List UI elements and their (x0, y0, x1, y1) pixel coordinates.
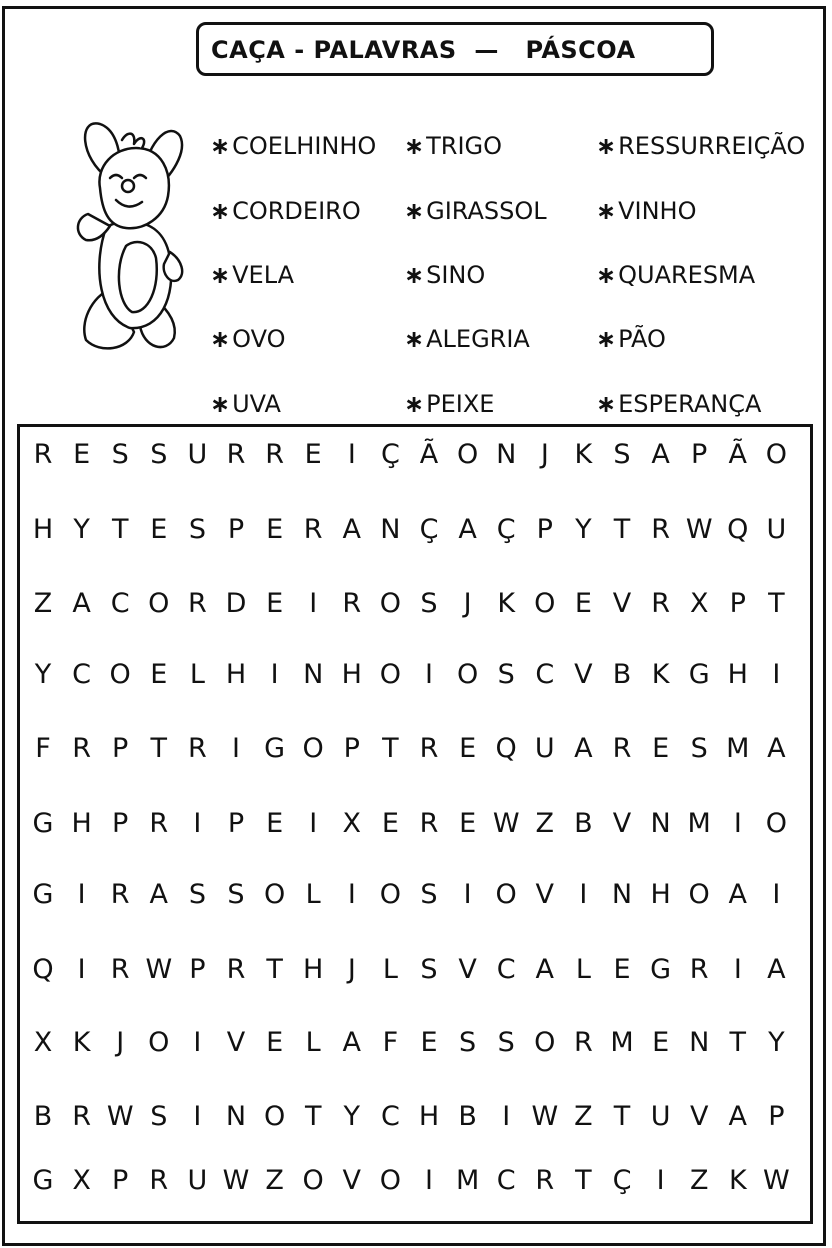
grid-row (20, 1097, 810, 1137)
word-label: TRIGO (426, 132, 503, 160)
grid-letter[interactable]: S (690, 733, 708, 764)
grid-row (20, 510, 810, 550)
grid-letter[interactable]: I (347, 879, 356, 910)
grid-letter[interactable]: U (187, 439, 208, 470)
grid-letter[interactable]: E (73, 439, 91, 470)
grid-letter[interactable]: W (222, 1165, 250, 1196)
word-label: VINHO (618, 197, 697, 225)
grid-letter[interactable]: P (112, 1165, 129, 1196)
grid-letter[interactable]: S (188, 879, 206, 910)
word-label: PÃO (618, 325, 666, 353)
grid-letter[interactable]: P (227, 514, 245, 545)
word-label: COELHINHO (232, 132, 377, 160)
grid-letter[interactable]: R (226, 439, 246, 470)
grid-letter[interactable]: O (263, 879, 286, 910)
grid-letter[interactable]: R (149, 1165, 169, 1196)
grid-letter[interactable]: A (535, 954, 555, 985)
grid-letter[interactable]: E (266, 588, 284, 619)
word-list-item (404, 325, 530, 353)
word-list-item (404, 132, 502, 160)
grid-letter[interactable]: W (531, 1101, 559, 1132)
grid-letter[interactable]: H (727, 659, 748, 690)
grid-letter[interactable]: G (32, 879, 54, 910)
grid-letter[interactable]: E (381, 808, 399, 839)
grid-letter[interactable]: R (612, 733, 632, 764)
grid-letter[interactable]: Q (32, 954, 54, 985)
grid-letter[interactable]: T (768, 588, 785, 619)
grid-letter[interactable]: O (379, 879, 402, 910)
grid-letter[interactable]: L (305, 879, 321, 910)
grid-letter[interactable]: Z (33, 588, 53, 619)
grid-letter[interactable]: L (575, 954, 591, 985)
grid-letter[interactable]: O (765, 439, 788, 470)
grid-letter[interactable]: O (688, 879, 710, 910)
word-label: ALEGRIA (426, 325, 530, 353)
grid-letter[interactable]: R (574, 1027, 593, 1058)
grid-letter[interactable]: E (266, 808, 284, 839)
grid-letter[interactable]: T (111, 514, 129, 545)
grid-letter[interactable]: Ç (419, 514, 439, 545)
grid-letter[interactable]: L (305, 1027, 321, 1058)
grid-letter[interactable]: G (264, 733, 286, 764)
asterisk-bullet-icon: ∗ (404, 261, 425, 289)
grid-letter[interactable]: E (266, 1027, 284, 1058)
grid-letter[interactable]: A (458, 514, 477, 545)
grid-letter[interactable]: O (302, 733, 324, 764)
grid-letter[interactable]: E (652, 733, 670, 764)
grid-letter[interactable]: N (689, 1027, 710, 1058)
word-list-item (596, 325, 666, 353)
grid-letter[interactable]: S (420, 954, 438, 985)
grid-letter[interactable]: L (189, 659, 205, 690)
grid-letter[interactable]: S (227, 879, 245, 910)
grid-letter[interactable]: E (574, 588, 592, 619)
grid-letter[interactable]: Ç (612, 1165, 632, 1196)
grid-letter[interactable]: R (303, 514, 323, 545)
grid-letter[interactable]: Y (343, 1101, 361, 1132)
grid-letter[interactable]: D (225, 588, 247, 619)
grid-letter[interactable]: T (266, 954, 283, 985)
grid-letter[interactable]: O (379, 1165, 402, 1196)
grid-letter[interactable]: O (109, 659, 131, 690)
grid-row (20, 950, 810, 990)
grid-letter[interactable]: S (111, 439, 129, 470)
grid-letter[interactable]: G (32, 808, 54, 839)
asterisk-bullet-icon: ∗ (596, 132, 617, 160)
grid-letter[interactable]: Z (265, 1165, 284, 1196)
grid-letter[interactable]: K (497, 588, 516, 619)
grid-letter[interactable]: J (540, 439, 549, 470)
word-list-item (210, 261, 294, 289)
asterisk-bullet-icon: ∗ (210, 132, 231, 160)
grid-letter[interactable]: V (574, 659, 593, 690)
grid-letter[interactable]: S (497, 659, 515, 690)
grid-letter[interactable]: G (650, 954, 672, 985)
grid-letter[interactable]: R (651, 588, 670, 619)
grid-letter[interactable]: Ã (419, 439, 439, 470)
grid-letter[interactable]: V (612, 808, 632, 839)
grid-letter[interactable]: K (728, 1165, 747, 1196)
grid-letter[interactable]: O (534, 1027, 556, 1058)
asterisk-bullet-icon: ∗ (404, 390, 425, 418)
grid-letter[interactable]: I (579, 879, 588, 910)
word-list-item (210, 390, 281, 418)
grid-letter[interactable]: I (347, 439, 356, 470)
grid-letter[interactable]: Z (689, 1165, 709, 1196)
grid-letter[interactable]: E (304, 439, 322, 470)
word-label: SINO (426, 261, 486, 289)
grid-letter[interactable]: Y (34, 659, 52, 690)
word-list-item (596, 197, 697, 225)
grid-letter[interactable]: S (420, 879, 438, 910)
grid-letter[interactable]: I (193, 808, 202, 839)
grid-letter[interactable]: I (772, 879, 781, 910)
grid-letter[interactable]: C (110, 588, 130, 619)
grid-letter[interactable]: F (35, 733, 51, 764)
grid-letter[interactable]: N (611, 879, 633, 910)
grid-letter[interactable]: U (187, 1165, 208, 1196)
grid-row (20, 729, 810, 769)
grid-letter[interactable]: I (193, 1027, 202, 1058)
grid-letter[interactable]: P (112, 733, 129, 764)
asterisk-bullet-icon: ∗ (210, 390, 231, 418)
grid-letter[interactable]: E (150, 514, 168, 545)
grid-letter[interactable]: L (382, 954, 398, 985)
letter-grid (17, 424, 813, 1224)
word-list-item (210, 197, 361, 225)
grid-letter[interactable]: C (535, 659, 555, 690)
grid-letter[interactable]: S (150, 439, 168, 470)
grid-letter[interactable]: R (72, 733, 91, 764)
grid-letter[interactable]: T (613, 1101, 631, 1132)
grid-letter[interactable]: U (650, 1101, 671, 1132)
grid-letter[interactable]: S (497, 1027, 515, 1058)
word-list-item (404, 261, 485, 289)
grid-letter[interactable]: Y (575, 514, 592, 545)
grid-letter[interactable]: A (767, 954, 786, 985)
grid-letter[interactable]: P (189, 954, 206, 985)
grid-letter[interactable]: P (729, 588, 746, 619)
asterisk-bullet-icon: ∗ (404, 325, 425, 353)
grid-letter[interactable]: X (342, 808, 362, 839)
grid-letter[interactable]: V (458, 954, 477, 985)
grid-letter[interactable]: W (106, 1101, 134, 1132)
grid-letter[interactable]: O (765, 808, 788, 839)
grid-letter[interactable]: B (574, 808, 593, 839)
grid-letter[interactable]: M (610, 1027, 634, 1058)
grid-letter[interactable]: Ã (728, 439, 748, 470)
grid-letter[interactable]: T (304, 1101, 322, 1132)
grid-letter[interactable]: R (110, 879, 130, 910)
grid-letter[interactable]: I (309, 588, 318, 619)
grid-row (20, 804, 810, 844)
grid-letter[interactable]: T (613, 514, 631, 545)
grid-letter[interactable]: I (77, 879, 86, 910)
grid-letter[interactable]: T (150, 733, 168, 764)
grid-letter[interactable]: Y (73, 514, 90, 545)
grid-letter[interactable]: J (347, 954, 356, 985)
grid-letter[interactable]: K (651, 659, 670, 690)
grid-letter[interactable]: Z (574, 1101, 593, 1132)
grid-letter[interactable]: V (342, 1165, 362, 1196)
grid-letter[interactable]: R (72, 1101, 91, 1132)
grid-letter[interactable]: O (456, 439, 479, 470)
grid-letter[interactable]: A (72, 588, 91, 619)
grid-letter[interactable]: X (72, 1165, 91, 1196)
grid-letter[interactable]: H (71, 808, 92, 839)
grid-letter[interactable]: T (729, 1027, 747, 1058)
word-label: VELA (232, 261, 295, 289)
grid-letter[interactable]: W (492, 808, 520, 839)
grid-letter[interactable]: O (148, 1027, 170, 1058)
grid-letter[interactable]: E (459, 733, 477, 764)
grid-letter[interactable]: U (534, 733, 555, 764)
grid-letter[interactable]: O (534, 588, 556, 619)
grid-row (20, 875, 810, 915)
grid-letter[interactable]: I (309, 808, 318, 839)
grid-letter[interactable]: E (266, 514, 284, 545)
grid-letter[interactable]: S (420, 588, 438, 619)
grid-letter[interactable]: V (226, 1027, 246, 1058)
grid-letter[interactable]: K (574, 439, 593, 470)
grid-letter[interactable]: N (650, 808, 671, 839)
grid-letter[interactable]: I (77, 954, 86, 985)
grid-letter[interactable]: I (270, 659, 279, 690)
word-label: ESPERANÇA (618, 390, 762, 418)
grid-letter[interactable]: O (302, 1165, 324, 1196)
grid-letter[interactable]: H (418, 1101, 440, 1132)
grid-letter[interactable]: W (763, 1165, 790, 1196)
grid-letter[interactable]: N (380, 514, 401, 545)
grid-letter[interactable]: B (612, 659, 632, 690)
grid-letter[interactable]: S (613, 439, 631, 470)
word-label: QUARESMA (618, 261, 756, 289)
asterisk-bullet-icon: ∗ (596, 197, 617, 225)
grid-letter[interactable]: A (342, 514, 362, 545)
grid-row (20, 435, 810, 475)
grid-letter[interactable]: R (689, 954, 709, 985)
asterisk-bullet-icon: ∗ (596, 390, 617, 418)
grid-letter[interactable]: P (343, 733, 360, 764)
grid-letter[interactable]: R (342, 588, 362, 619)
grid-letter[interactable]: N (225, 1101, 247, 1132)
grid-letter[interactable]: R (110, 954, 130, 985)
grid-letter[interactable]: A (574, 733, 593, 764)
grid-letter[interactable]: P (112, 808, 129, 839)
asterisk-bullet-icon: ∗ (210, 261, 231, 289)
grid-letter[interactable]: C (380, 1101, 400, 1132)
grid-letter[interactable]: C (496, 1165, 516, 1196)
grid-letter[interactable]: I (425, 1165, 433, 1196)
grid-letter[interactable]: B (33, 1101, 53, 1132)
grid-letter[interactable]: R (535, 1165, 555, 1196)
word-label: RESSURREIÇÃO (618, 132, 806, 160)
grid-letter[interactable]: V (535, 879, 555, 910)
grid-letter[interactable]: E (613, 954, 631, 985)
grid-letter[interactable]: R (188, 733, 207, 764)
grid-letter[interactable]: O (379, 659, 402, 690)
grid-letter[interactable]: H (650, 879, 671, 910)
grid-letter[interactable]: H (303, 954, 324, 985)
asterisk-bullet-icon: ∗ (404, 197, 425, 225)
asterisk-bullet-icon: ∗ (404, 132, 425, 160)
grid-letter[interactable]: P (227, 808, 245, 839)
grid-letter[interactable]: N (496, 439, 517, 470)
grid-row (20, 1023, 810, 1063)
grid-letter[interactable]: W (685, 514, 713, 545)
grid-letter[interactable]: O (148, 588, 170, 619)
grid-letter[interactable]: I (733, 954, 742, 985)
grid-letter[interactable]: C (496, 954, 516, 985)
asterisk-bullet-icon: ∗ (210, 325, 231, 353)
grid-letter[interactable]: I (232, 733, 240, 764)
grid-letter[interactable]: O (456, 659, 479, 690)
grid-letter[interactable]: J (463, 588, 472, 619)
grid-letter[interactable]: N (303, 659, 324, 690)
grid-letter[interactable]: F (382, 1027, 399, 1058)
grid-letter[interactable]: O (495, 879, 517, 910)
grid-letter[interactable]: W (145, 954, 173, 985)
page-title: CAÇA - PALAVRAS — PÁSCOA (211, 36, 636, 64)
grid-letter[interactable]: Z (535, 808, 555, 839)
grid-letter[interactable]: A (767, 733, 786, 764)
grid-letter[interactable]: M (726, 733, 750, 764)
word-list-item (210, 325, 285, 353)
grid-letter[interactable]: B (458, 1101, 477, 1132)
grid-letter[interactable]: T (382, 733, 399, 764)
grid-letter[interactable]: E (150, 659, 168, 690)
grid-letter[interactable]: H (32, 514, 54, 545)
word-list-item (596, 261, 755, 289)
grid-letter[interactable]: R (188, 588, 207, 619)
grid-letter[interactable]: E (420, 1027, 438, 1058)
grid-letter[interactable]: I (463, 879, 472, 910)
word-label: UVA (232, 390, 281, 418)
grid-letter[interactable]: I (733, 808, 742, 839)
grid-letter[interactable]: I (772, 659, 781, 690)
word-label: GIRASSOL (426, 197, 547, 225)
grid-letter[interactable]: Y (768, 1027, 785, 1058)
grid-letter[interactable]: P (691, 439, 708, 470)
grid-row (20, 1161, 810, 1201)
grid-letter[interactable]: R (265, 439, 284, 470)
grid-letter[interactable]: Ç (380, 439, 400, 470)
grid-letter[interactable]: E (459, 808, 477, 839)
word-label: OVO (232, 325, 286, 353)
grid-letter[interactable]: J (116, 1027, 125, 1058)
word-list-item (210, 132, 376, 160)
word-label: PEIXE (426, 390, 495, 418)
grid-letter[interactable]: V (689, 1101, 709, 1132)
word-list (0, 0, 832, 430)
grid-letter[interactable]: O (379, 588, 402, 619)
grid-letter[interactable]: Q (727, 514, 749, 545)
grid-letter[interactable]: R (419, 733, 439, 764)
grid-letter[interactable]: C (72, 659, 92, 690)
grid-letter[interactable]: Q (495, 733, 517, 764)
grid-letter[interactable]: P (536, 514, 553, 545)
word-list-item (404, 197, 547, 225)
grid-letter[interactable]: G (32, 1165, 54, 1196)
grid-letter[interactable]: A (342, 1027, 362, 1058)
word-list-item (596, 390, 761, 418)
grid-row (20, 655, 810, 695)
grid-letter[interactable]: E (652, 1027, 670, 1058)
grid-letter[interactable]: P (768, 1101, 785, 1132)
grid-letter[interactable]: K (72, 1027, 91, 1058)
word-list-item (596, 132, 805, 160)
grid-letter[interactable]: T (575, 1165, 592, 1196)
word-list-item (404, 390, 494, 418)
asterisk-bullet-icon: ∗ (596, 325, 617, 353)
grid-letter[interactable]: R (226, 954, 246, 985)
grid-letter[interactable]: A (728, 1101, 748, 1132)
grid-letter[interactable]: O (263, 1101, 286, 1132)
word-label: CORDEIRO (232, 197, 361, 225)
grid-letter[interactable]: R (149, 808, 169, 839)
grid-letter[interactable]: X (33, 1027, 53, 1058)
grid-letter[interactable]: I (193, 1101, 202, 1132)
grid-letter[interactable]: A (728, 879, 748, 910)
grid-letter[interactable]: S (188, 514, 206, 545)
asterisk-bullet-icon: ∗ (596, 261, 617, 289)
grid-letter[interactable]: A (149, 879, 169, 910)
grid-row (20, 584, 810, 624)
grid-letter[interactable]: R (33, 439, 53, 470)
grid-letter[interactable]: M (455, 1165, 480, 1196)
grid-letter[interactable]: R (651, 514, 670, 545)
grid-letter[interactable]: R (419, 808, 439, 839)
grid-letter[interactable]: Ç (496, 514, 516, 545)
grid-letter[interactable]: H (225, 659, 247, 690)
grid-letter[interactable]: V (612, 588, 632, 619)
grid-letter[interactable]: G (688, 659, 710, 690)
grid-letter[interactable]: M (687, 808, 711, 839)
grid-letter[interactable]: H (341, 659, 362, 690)
grid-letter[interactable]: I (656, 1165, 665, 1196)
grid-letter[interactable]: U (766, 514, 787, 545)
grid-letter[interactable]: I (502, 1101, 511, 1132)
grid-letter[interactable]: S (459, 1027, 477, 1058)
grid-letter[interactable]: I (425, 659, 433, 690)
asterisk-bullet-icon: ∗ (210, 197, 231, 225)
grid-letter[interactable]: X (689, 588, 709, 619)
grid-letter[interactable]: A (651, 439, 670, 470)
grid-letter[interactable]: S (150, 1101, 168, 1132)
